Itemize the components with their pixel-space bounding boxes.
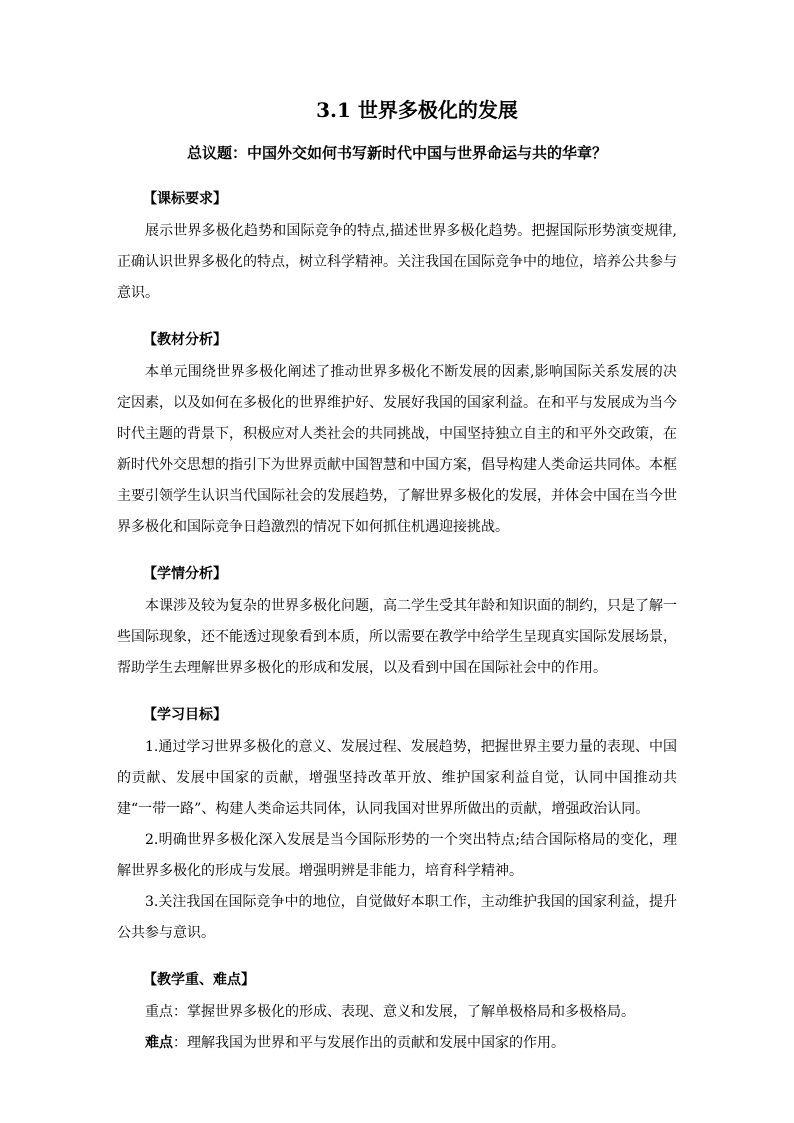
textbook-text: 本单元围绕世界多极化阐述了推动世界多极化不断发展的因素,影响国际关系发展的决定因素，以及如何在多极化的世界维护好、发展好我国的国家利益。在和平与发展成为当今时代主题的背景下，积极应对人类社会的共同挑战，中国坚持独立自主的和平外交政策，在新时代外交思想的指引下为世界贡献中国智慧和中国方案，倡导构建人类命运共同体。本框主要引领学生认识当代国际社会的发展趋势，了解世界多极化的发展，并体会中国在当今世界多极化和国际竞争日趋激烈的情况下如何抓住机遇迎接挑战。: [117, 364, 677, 535]
document-title: 3.1 世界多极化的发展: [316, 98, 518, 122]
section-heading-objectives: 【学习目标】: [143, 707, 227, 723]
section-heading-students: 【学情分析】: [143, 566, 227, 582]
curriculum-text: 展示世界多极化趋势和国际竞争的特点,描述世界多极化趋势。把握国际形势演变规律,正确认识世界多极化的特点，树立科学精神。关注我国在国际竞争中的地位，培养公共参与意识。: [117, 223, 677, 301]
key-point-text: ：掌握世界多极化的形成、表现、意义和发展，了解单极格局和多极格局。: [173, 1004, 635, 1020]
difficult-point-line: [117, 1028, 677, 1059]
key-point-line: [117, 997, 677, 1028]
section-heading-key-points: 【教学重、难点】: [143, 972, 255, 988]
document-subtitle: 总议题：中国外交如何书写新时代中国与世界命运与共的华章？: [186, 144, 607, 162]
section-heading-textbook: 【教材分析】: [143, 332, 227, 348]
difficult-point-text: ：理解我国为世界和平与发展作出的贡献和发展中国家的作用。: [173, 1035, 565, 1051]
objective-item-2: 2.明确世界多极化深入发展是当今国际形势的一个突出特点;结合国际格局的变化，理解世界多极化的形成与发展。增强明辨是非能力，培育科学精神。: [117, 832, 677, 879]
section-heading-curriculum: 【课标要求】: [143, 191, 227, 207]
students-text: 本课涉及较为复杂的世界多极化问题，高二学生受其年龄和知识面的制约，只是了解一些国际现象，还不能透过现象看到本质，所以需要在教学中给学生呈现真实国际发展场景，帮助学生去理解世界多极化的形成和发展，以及看到中国在国际社会中的作用。: [117, 598, 677, 676]
difficult-point-label: 难点: [145, 1035, 173, 1051]
objective-item-1: 1.通过学习世界多极化的意义、发展过程、发展趋势，把握世界主要力量的表现、中国的贡献、发展中国家的贡献，增强坚持改革开放、维护国家利益自觉，认同中国推动共建“一带一路”、构建人类命运共同体，认同我国对世界所做出的贡献，增强政治认同。: [117, 739, 677, 817]
objective-item-3: 3.关注我国在国际竞争中的地位，自觉做好本职工作，主动维护我国的国家利益，提升公共参与意识。: [117, 894, 677, 941]
key-point-label: 重点: [145, 1004, 173, 1020]
document-body: [117, 96, 677, 1059]
